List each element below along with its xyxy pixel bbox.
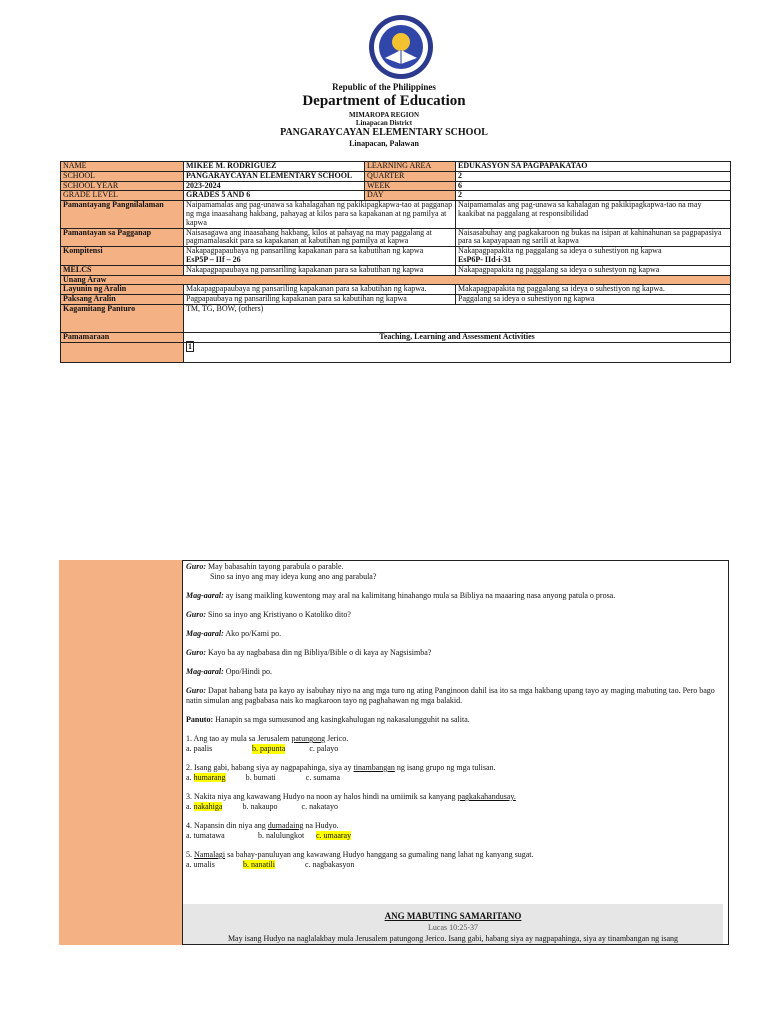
table-row [61, 332, 731, 342]
table-row [61, 247, 731, 266]
unang-araw-label: Unang Araw [61, 275, 731, 285]
activity-content [186, 562, 724, 870]
choice-a: a. paalis [186, 744, 213, 753]
district-line: Linapacan District [355, 119, 413, 127]
dialogue-line [186, 562, 724, 572]
story-reference: Lucas 10:25-37 [428, 923, 478, 932]
dialogue-line [186, 610, 724, 620]
region-line: MIMAROPA REGION [348, 111, 420, 119]
choice-b: b. nalulungkot [258, 831, 305, 840]
guro-label: Guro: [186, 686, 207, 695]
dialogue-text: Dapat habang bata pa kayo ay isabuhay niyo na ang mga turo ng ating Panginoon dahil isa ito sa mga hakbang upang tayo ay maging mabuting tao. Pero bago natin simulan ang pagbabasa nais ko magkaroon tayo ng paghahawan ng mga balakid. [186, 686, 715, 705]
question-text: Jerico. [325, 734, 349, 743]
dialogue-line [186, 648, 724, 658]
week-label: WEEK [365, 181, 456, 191]
question-text: sa bahay-panuluyan ang kawawang Hudyo hanggang sa gumaling nang lahat ng kanyang sugat. [225, 850, 534, 859]
layunin-label: Layunin ng Aralin [61, 285, 184, 295]
pagganap-g5: Naisasagawa ang inaasahang hakbang, kilos at pahayag na may paggalang at pagmamalasakit para sa kapakanan at kabutihan ng pamilya at kapwa [184, 228, 456, 247]
melcs-g5: Nakapagpapaubaya ng pansariling kapakanan para sa kabutihan ng kapwa [184, 265, 456, 275]
dialogue-text: Sino sa inyo ang may ideya kung ano ang parabula? [210, 572, 377, 581]
deped-seal-icon [368, 14, 434, 80]
step-label-cell [61, 342, 184, 362]
guro-label: Guro: [186, 562, 207, 571]
kompitensi-g5-code: EsP5P – IIf – 26 [186, 254, 241, 264]
area-label: LEARNING AREA [365, 162, 456, 172]
pagganap-label: Pamantayan sa Pagganap [61, 228, 184, 247]
dialogue-text: May babasahin tayong parabula o parable. [208, 562, 344, 571]
underlined-word: pagkakahandusay. [457, 792, 516, 801]
choice-a: humarang [193, 773, 226, 782]
mag-aaral-label: Mag-aaral: [186, 629, 224, 638]
choice-c: c. palayo [309, 744, 339, 753]
choice-a: a. tumatawa [186, 831, 225, 840]
table-row [61, 265, 731, 275]
kagamitan-label: Kagamitang Panturo [61, 304, 184, 332]
kompitensi-g6-code: EsP6P- IId-i-31 [458, 254, 512, 264]
underlined-word: Namalagi [194, 850, 226, 859]
school-label: SCHOOL [61, 171, 184, 181]
question-5 [186, 850, 724, 860]
lesson-info-table [60, 161, 731, 363]
melcs-label: MELCS [61, 265, 184, 275]
kompitensi-g5 [184, 247, 456, 266]
choice-a: nakahiga [193, 802, 223, 811]
panuto-text: Hanapin sa mga sumusunod ang kasingkahulugan ng nakasalungguhit na salita. [215, 715, 470, 724]
choice-c: c. nakatayo [301, 802, 338, 811]
choice-b: b. nakaupo [242, 802, 278, 811]
school-name: PANGARAYCAYAN ELEMENTARY SCHOOL [280, 127, 488, 138]
question-3 [186, 792, 724, 802]
pangnilalaman-label: Pamantayang Pangnilalaman [61, 201, 184, 228]
kompitensi-g5-text: Nakapagpapaubaya ng pansariling kapakanan para sa kabutihan ng kapwa [186, 246, 424, 256]
question-text: ng isang grupo ng mga tulisan. [394, 763, 496, 772]
school-location: Linapacan, Palawan [349, 139, 419, 148]
choice-c: c. sumama [305, 773, 340, 782]
dialogue-line [186, 629, 724, 639]
table-row [61, 181, 731, 191]
dialogue-text: Opo/Hindi po. [225, 667, 273, 676]
underlined-word: dumadaing [267, 821, 304, 830]
step-number: 1 [188, 341, 192, 351]
paksa-g5: Pagpapaubaya ng pansariling kapakanan para sa kabutihan ng kapwa [184, 295, 456, 305]
grade-label: GRADE LEVEL [61, 191, 184, 201]
pagganap-g6: Naisasabuhay ang pagkakaroon ng bukas na isipan at kahinahunan sa pagpapasiya para sa kapayapaan ng sarili at kapwa [456, 228, 731, 247]
republic-line: Republic of the Philippines [332, 82, 436, 92]
mag-aaral-label: Mag-aaral: [186, 667, 224, 676]
choice-b: b. papunta [252, 744, 286, 753]
table-row [61, 162, 731, 172]
layunin-g6: Makapagpapakita ng paggalang sa ideya o suhestiyon ng kapwa. [456, 285, 731, 295]
department-title: Department of Education [302, 93, 466, 109]
panuto-label: Panuto: [186, 715, 214, 724]
kagamitan-value: TM, TG, BOW, (others) [184, 304, 731, 332]
dialogue-text: Ako po/Kami po. [225, 629, 282, 638]
name-value: MIKEE M. RODRIGUEZ [184, 162, 365, 172]
dialogue-text: Sino sa inyo ang Kristiyano o Katoliko dito? [208, 610, 351, 619]
day-value: 2 [456, 191, 731, 201]
choice-a-letter: a. [186, 802, 192, 811]
choices-4 [186, 831, 724, 841]
day-label: DAY [365, 191, 456, 201]
melcs-g6: Nakapagpapakita ng paggalang sa ideya o suhestyon ng kapwa [456, 265, 731, 275]
table-row [61, 295, 731, 305]
week-value: 6 [456, 181, 731, 191]
pangnilalaman-g5: Naipamamalas ang pag-unawa sa kahalagahan ng pakikipagkapwa-tao at pagganap ng mga inaasahang hakbang, pahayag at kilos para sa kapakanan at ng pamilya at kapwa [184, 201, 456, 228]
mag-aaral-label: Mag-aaral: [186, 591, 224, 600]
question-text: 4. Napansin din niya ang [186, 821, 268, 830]
quarter-label: QUARTER [365, 171, 456, 181]
pamaraan-label: Pamamaraan [61, 332, 184, 342]
guro-label: Guro: [186, 610, 207, 619]
pamaraan-value: Teaching, Learning and Assessment Activities [184, 332, 731, 342]
question-text: 5. [186, 850, 194, 859]
paksa-label: Paksang Aralin [61, 295, 184, 305]
question-4 [186, 821, 724, 831]
choice-a: a. umalis [186, 860, 215, 869]
choices-1 [186, 744, 724, 754]
year-value: 2023-2024 [184, 181, 365, 191]
table-row [61, 342, 731, 362]
instructions [186, 715, 724, 725]
choices-3 [186, 802, 724, 812]
area-value: EDUKASYON SA PAGPAPAKATAO [456, 162, 731, 172]
quarter-value: 2 [456, 171, 731, 181]
paksa-g6: Paggalang sa ideya o suhestiyon ng kapwa [456, 295, 731, 305]
dialogue-line [186, 591, 724, 601]
kompitensi-label: Kompitensi [61, 247, 184, 266]
choice-c: c. umaaray [316, 831, 352, 840]
question-2 [186, 763, 724, 773]
dialogue-line [186, 667, 724, 677]
table-row [61, 201, 731, 228]
question-text: 1. Ang tao ay mula sa Jerusalem [186, 734, 292, 743]
grade-value: GRADES 5 AND 6 [184, 191, 365, 201]
story-text: May isang Hudyo na naglalakbay mula Jerusalem patungong Jerico. Isang gabi, habang siya ay nagpapahinga, siya ay tinambangan ng isang [227, 934, 679, 943]
dialogue-text: ay isang maikling kuwentong may aral na kalimitang hinahango mula sa Bibliya na maaaring nasa anyong patula o prosa. [225, 591, 616, 600]
underlined-word: patungong [291, 734, 326, 743]
table-row [61, 228, 731, 247]
choice-a-letter: a. [186, 773, 192, 782]
choice-b: b. bumati [245, 773, 276, 782]
question-1 [186, 734, 724, 744]
kompitensi-g6-text: Nakapagpapakita ng paggalang sa ideya o suhestiyon ng kapwa [458, 246, 662, 256]
underlined-word: tinambangan [353, 763, 395, 772]
kompitensi-g6 [456, 247, 731, 266]
layunin-g5: Makapagpapaubaya ng pansariling kapakanan para sa kabutihan ng kapwa. [184, 285, 456, 295]
question-text: 3. Nakita niya ang kawawang Hudyo na noon ay halos hindi na umiimik sa kanyang [186, 792, 458, 801]
name-label: NAME [61, 162, 184, 172]
choices-2 [186, 773, 724, 783]
question-text: 2. Isang gabi, habang siya ay nagpapahinga, siya ay [186, 763, 354, 772]
dialogue-line [186, 686, 724, 706]
table-row [61, 171, 731, 181]
choices-5 [186, 860, 724, 870]
year-label: SCHOOL YEAR [61, 181, 184, 191]
guro-label: Guro: [186, 648, 207, 657]
table-row [61, 304, 731, 332]
question-text: na Hudyo. [303, 821, 339, 830]
pangnilalaman-g6: Naipamamalas ang pag-unawa sa kahalagan ng pakikipagkapwa-tao na may kaakibat na paggalang at responsibilidad [456, 201, 731, 228]
choice-b: b. nanatili [243, 860, 275, 869]
dialogue-text: Kayo ba ay nagbabasa din ng Bibliya/Bible o di kaya ay Nagsisimba? [208, 648, 432, 657]
story-title: ANG MABUTING SAMARITANO [384, 911, 522, 921]
choice-c: c. nagbakasyon [305, 860, 355, 869]
step-cell [184, 342, 731, 362]
activity-label-column [59, 560, 183, 945]
school-value: PANGARAYCAYAN ELEMENTARY SCHOOL [184, 171, 365, 181]
